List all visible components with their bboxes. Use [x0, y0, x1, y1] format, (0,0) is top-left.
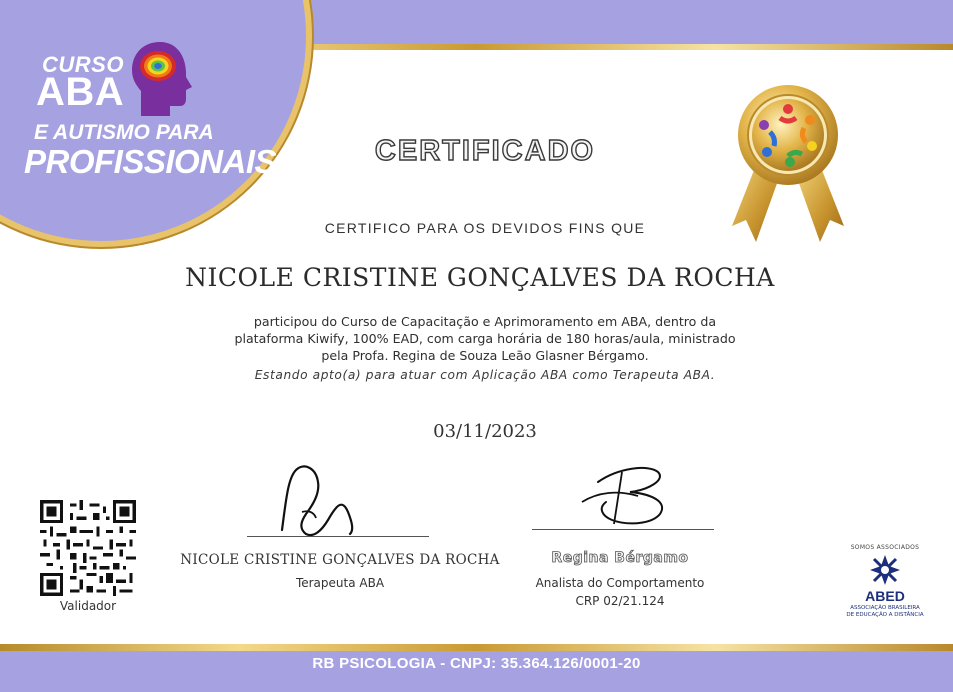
signature-line-left	[247, 536, 429, 537]
body-line: participou do Curso de Capacitação e Aprimoramento em ABA, dentro da	[253, 314, 717, 329]
footer-company: RB PSICOLOGIA - CNPJ: 35.364.126/0001-20	[312, 655, 641, 672]
logo-line-4: PROFISSIONAIS	[24, 143, 277, 180]
signer-role-right: Analista do Comportamento	[535, 576, 705, 590]
logo-line-1: CURSO	[42, 52, 124, 77]
issue-date: 03/11/2023	[433, 421, 537, 442]
signer-name-left: NICOLE CRISTINE GONÇALVES DA ROCHA	[180, 552, 500, 568]
signer-crp: CRP 02/21.124	[575, 594, 665, 608]
certificate-body	[165, 313, 805, 364]
logo-line-2: ABA	[36, 70, 125, 114]
body-line: plataforma Kiwify, 100% EAD, com carga horária de 180 horas/aula, ministrado	[234, 331, 736, 346]
abed-name: ABED	[865, 588, 905, 604]
body-line: pela Profa. Regina de Souza Leão Glasner Bérgamo.	[321, 348, 649, 363]
abed-subtitle: DE EDUCAÇÃO A DISTÂNCIA	[846, 612, 924, 618]
certifico-line: CERTIFICO PARA OS DEVIDOS FINS QUE	[324, 220, 646, 236]
abed-logo-icon	[868, 553, 902, 587]
brain-head-icon	[126, 38, 196, 120]
signature-left	[262, 460, 392, 540]
recipient-name: NICOLE CRISTINE GONÇALVES DA ROCHA	[185, 263, 775, 292]
bottom-gold-stripe	[0, 644, 953, 651]
certificate-title: CERTIFICADO	[374, 135, 596, 167]
signer-role-left: Terapeuta ABA	[295, 576, 385, 590]
logo-line-3: E AUTISMO PARA	[34, 121, 214, 144]
qr-code-icon[interactable]	[40, 500, 136, 596]
aptitude-statement: Estando apto(a) para atuar com Aplicação ABA como Terapeuta ABA.	[254, 368, 716, 382]
abed-subtitle: ASSOCIAÇÃO BRASILEIRA	[850, 605, 920, 611]
signature-line-right	[532, 529, 714, 530]
signature-right	[568, 462, 678, 528]
validator-label: Validador	[59, 599, 117, 613]
signer-name-right: Regina Bérgamo	[551, 550, 689, 566]
rosette-medal-icon	[728, 80, 848, 250]
abed-associados: SOMOS ASSOCIADOS	[850, 544, 920, 551]
